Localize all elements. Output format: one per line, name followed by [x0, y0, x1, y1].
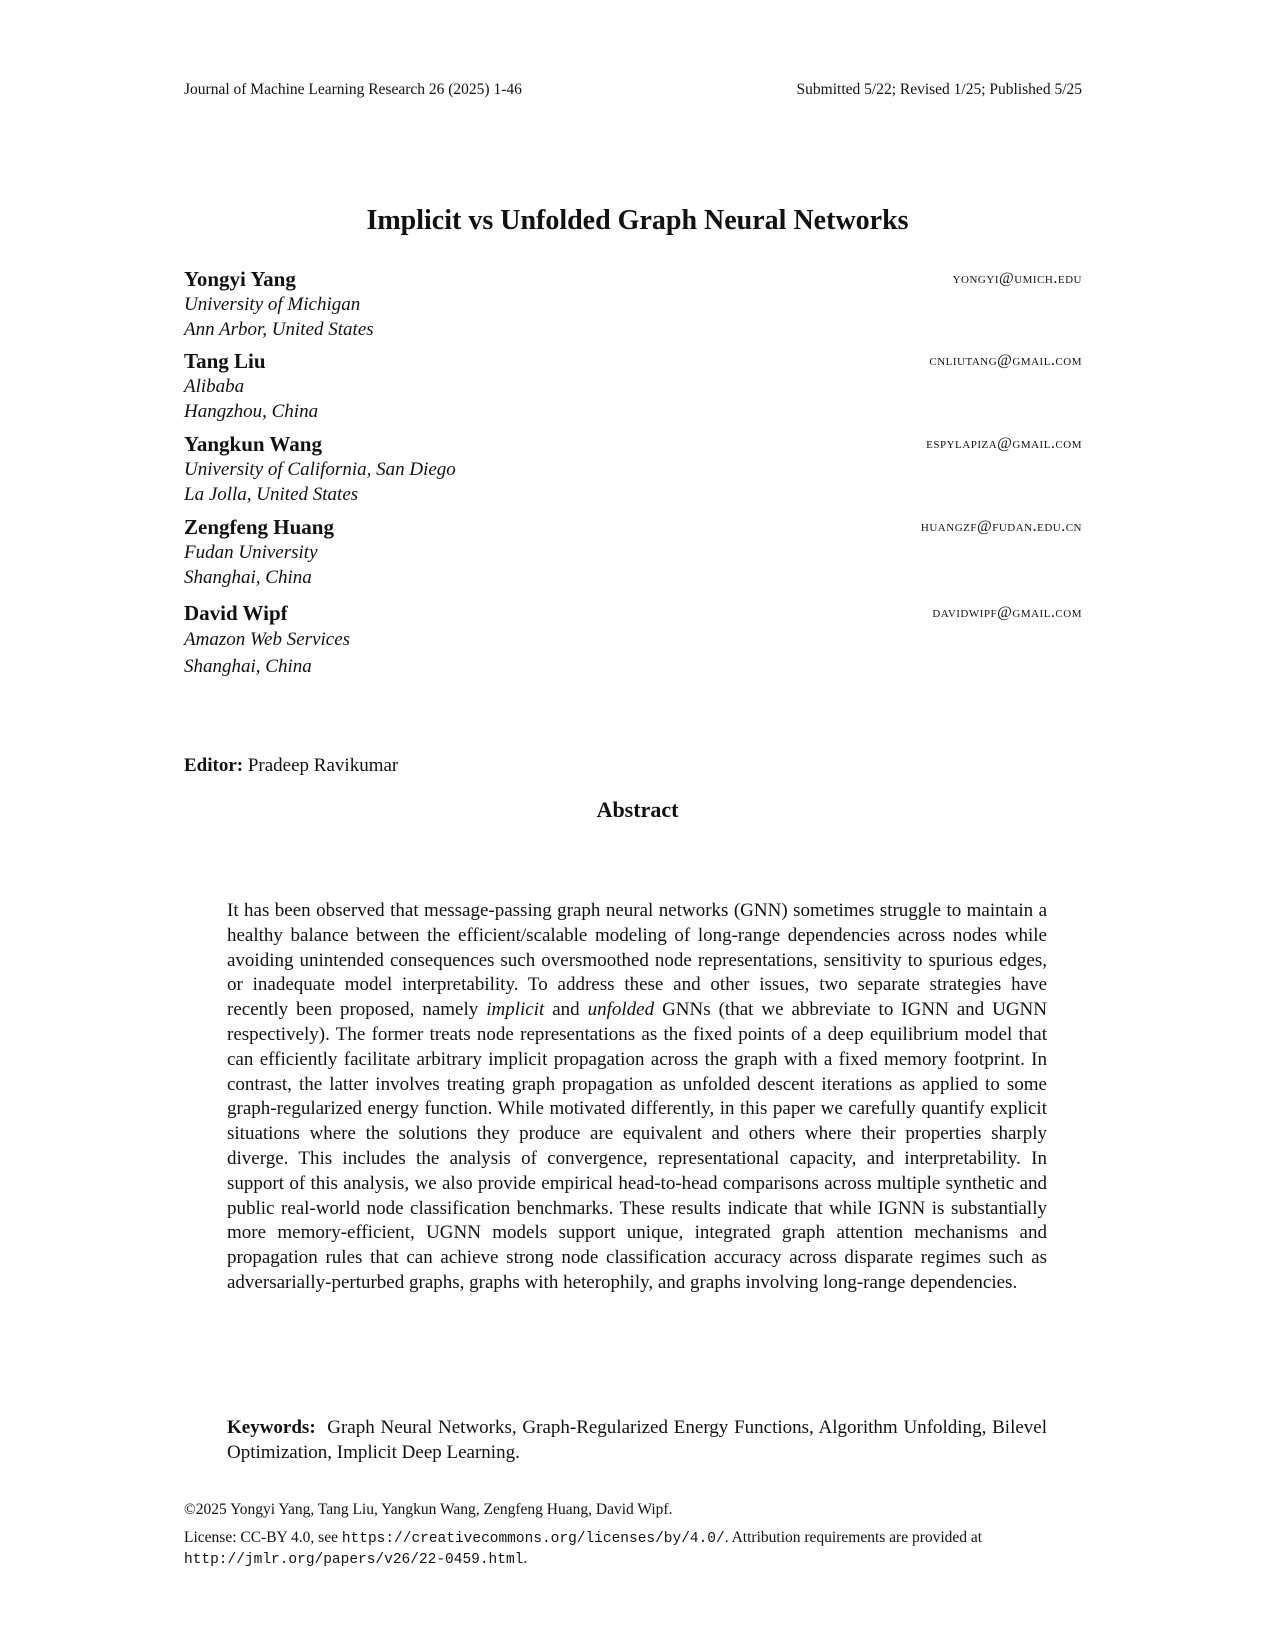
editor-name: Pradeep Ravikumar [247, 755, 399, 776]
author-email: yongyi@umich.edu [952, 270, 1082, 287]
author-name: Yongyi Yang [184, 267, 296, 291]
author-email: espylapiza@gmail.com [926, 435, 1082, 452]
abstract-emphasis: implicit [486, 999, 545, 1021]
abstract-text-part: It has been observed that message-passing graph neural networks (GNN) sometimes struggle to maintain a healthy balance between the efficient/scalable modeling of long-range dependencies across nodes while avoiding unintended consequences such oversmoothed node representations, sensitivity to spurious edges, or inadequate model interpretability. To address these and other issues, two separate strategies have recently been proposed, namely [227, 900, 1047, 1021]
copyright-notice: ©2025 Yongyi Yang, Tang Liu, Yangkun Wang, Zengfeng Huang, David Wipf. [184, 1501, 673, 1518]
keywords [227, 1415, 1047, 1465]
license-notice [184, 1528, 1084, 1570]
publication-dates: Submitted 5/22; Revised 1/25; Published 5/25 [796, 81, 1082, 98]
editor-line [184, 755, 398, 777]
author-email: huangzf@fudan.edu.cn [920, 518, 1082, 535]
author-affiliation: University of Michigan [184, 294, 361, 315]
author-name: Zengfeng Huang [184, 515, 334, 539]
author-affiliation: University of California, San Diego [184, 459, 456, 480]
author-affiliation: Alibaba [184, 376, 245, 397]
author-location: La Jolla, United States [184, 484, 359, 505]
license-link[interactable]: https://creativecommons.org/licenses/by/4.0/ [341, 1531, 725, 1547]
abstract-text-part: GNNs (that we abbreviate to IGNN and UGNN respectively). The former treats node representations as the fixed points of a deep equilibrium model that can efficiently facilitate arbitrary implicit propagation across the graph with a fixed memory footprint. In contrast, the latter involves treating graph propagation as unfolded descent iterations as applied to some graph-regularized energy function. While motivated differently, in this paper we carefully quantify explicit situations where the solutions they produce are equivalent and others where their properties sharply diverge. This includes the analysis of convergence, representational capacity, and interpretability. In support of this analysis, we also provide empirical head-to-head comparisons across multiple synthetic and public real-world node classification benchmarks. These results indicate that while IGNN is substantially more memory-efficient, UGNN models support unique, integrated graph attention mechanisms and propagation rules that can achieve strong node classification accuracy across disparate regimes such as adversarially-perturbed graphs, graphs with heterophily, and graphs involving long-range dependencies. [227, 999, 1048, 1293]
author-email: cnliutang@gmail.com [929, 352, 1082, 369]
license-text: License: CC-BY 4.0, see [184, 1529, 342, 1546]
author-block [184, 600, 1082, 680]
author-location: Shanghai, China [184, 567, 312, 588]
abstract-emphasis: unfolded [587, 999, 655, 1021]
author-block [184, 348, 1082, 424]
journal-header: Journal of Machine Learning Research 26 (2025) 1-46 [184, 81, 522, 98]
author-location: Ann Arbor, United States [184, 319, 374, 340]
keywords-label: Keywords: [227, 1417, 316, 1438]
author-block [184, 514, 1082, 590]
author-affiliation: Fudan University [184, 542, 318, 563]
abstract-heading: Abstract [596, 797, 679, 822]
paper-title: Implicit vs Unfolded Graph Neural Networks [366, 205, 909, 236]
author-email: davidwipf@gmail.com [932, 604, 1082, 621]
abstract-text-part: and [544, 999, 588, 1021]
author-location: Hangzhou, China [184, 401, 319, 422]
author-name: Yangkun Wang [184, 432, 322, 456]
editor-label: Editor: [184, 755, 244, 776]
license-text: . [523, 1550, 528, 1567]
author-block [184, 266, 1082, 342]
attribution-link[interactable]: http://jmlr.org/papers/v26/22-0459.html [184, 1552, 524, 1568]
keywords-text: Graph Neural Networks, Graph-Regularized Energy Functions, Algorithm Unfolding, Bilevel Optimization, Implicit Deep Learning. [227, 1417, 1047, 1463]
author-location: Shanghai, China [184, 656, 312, 677]
abstract-text [227, 899, 1047, 1296]
author-name: David Wipf [184, 601, 288, 625]
author-affiliation: Amazon Web Services [184, 629, 351, 650]
author-name: Tang Liu [184, 349, 266, 373]
license-text: . Attribution requirements are provided at [724, 1529, 983, 1546]
author-block [184, 431, 1082, 507]
